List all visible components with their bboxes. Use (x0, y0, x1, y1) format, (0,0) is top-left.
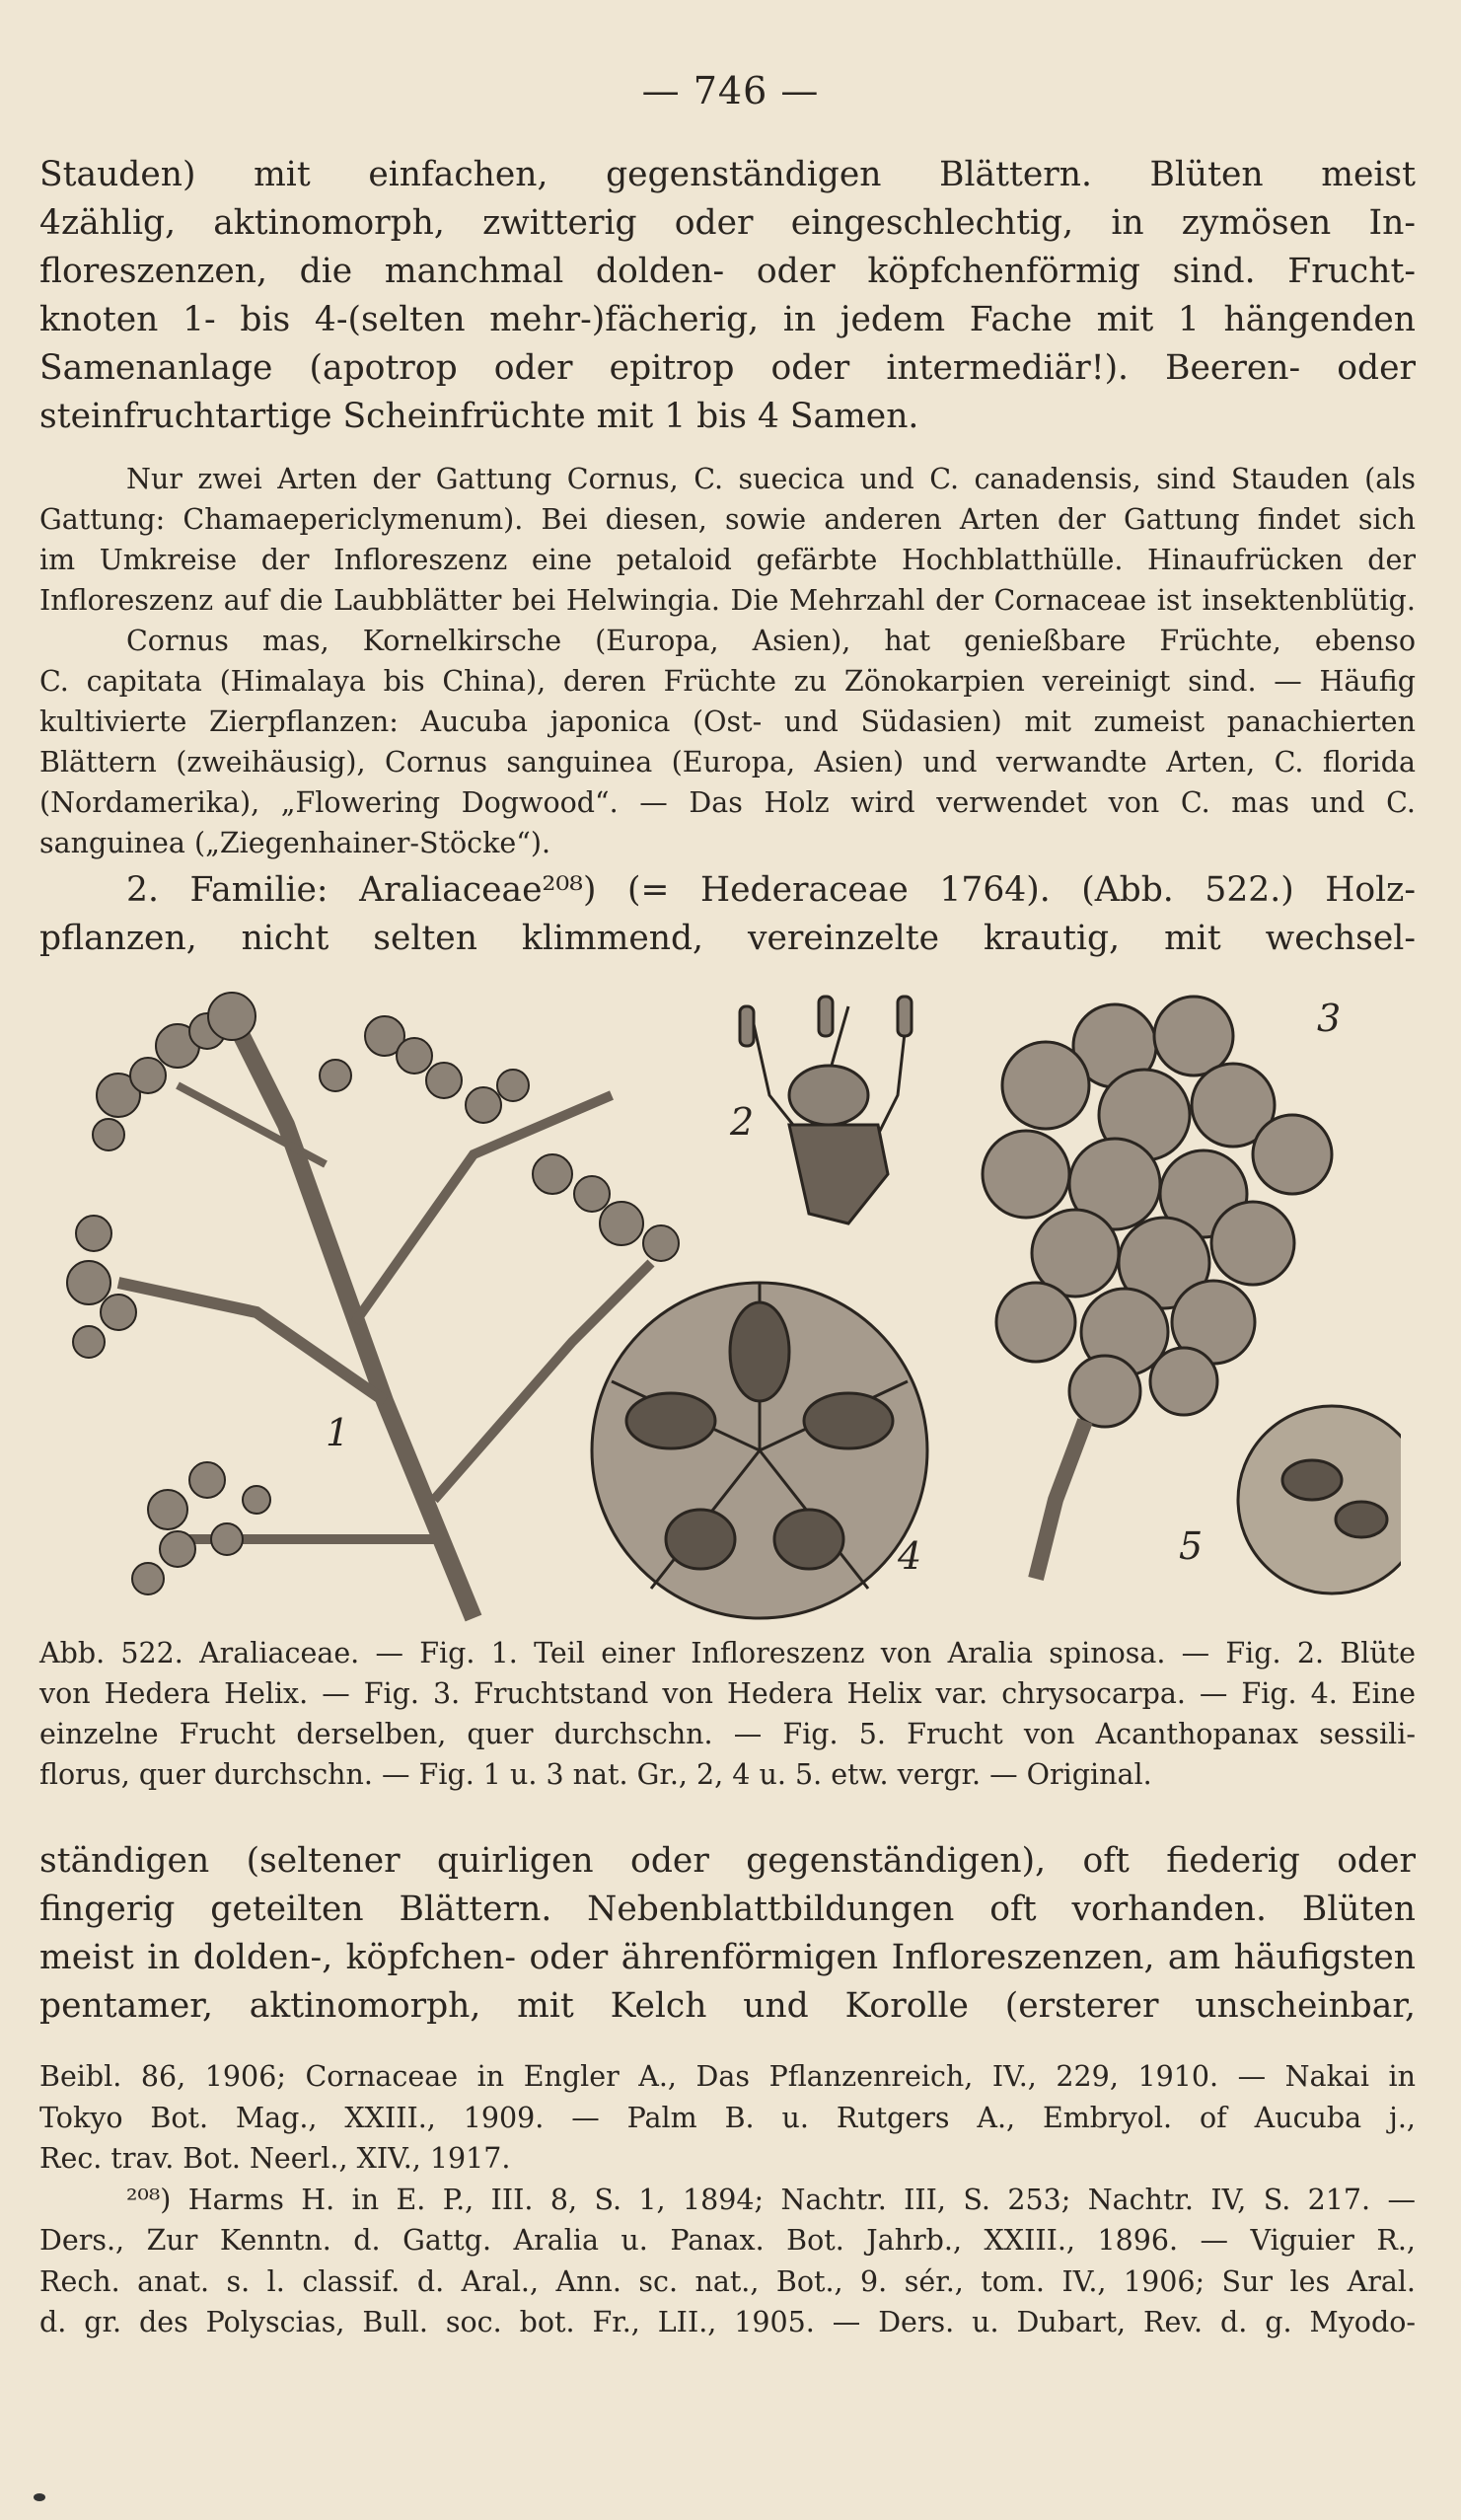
footnote-line: Tokyo Bot. Mag., XXIII., 1909. — Palm B. u. Rutgers A., Embryol. of Aucuba j., (39, 2101, 1416, 2134)
text-line: Gattung: Chamaepericlymenum). Bei diesen, sowie anderen Arten der Gattung findet sich (39, 503, 1416, 536)
text-line: Blättern (zweihäusig), Cornus sanguinea (Europa, Asien) und verwandte Arten, C. florida (39, 746, 1416, 778)
footnote-line: Rech. anat. s. l. classif. d. Aral., Ann. sc. nat., Bot., 9. sér., tom. IV., 1906; Sur les Aral. (39, 2264, 1416, 2298)
text-line: meist in dolden-, köpfchen- oder ährenförmigen Infloreszenzen, am häufigsten (39, 1938, 1416, 1977)
caption-line: florus, quer durchschn. — Fig. 1 u. 3 nat. Gr., 2, 4 u. 5. etw. vergr. — Original. (39, 1758, 1152, 1791)
text-line: (Nordamerika), „Flowering Dogwood“. — Das Holz wird verwendet von C. mas und C. (39, 786, 1416, 819)
body-text-bottom (39, 1837, 1416, 2031)
text-line: sanguinea („Ziegenhainer-Stöcke“). (39, 827, 551, 859)
text-line: Nur zwei Arten der Gattung Cornus, C. suecica und C. canadensis, sind Stauden (als (126, 463, 1416, 495)
caption-line: Abb. 522. Araliaceae. — Fig. 1. Teil einer Infloreszenz von Aralia spinosa. — Fig. 2. Blüte (39, 1637, 1416, 1669)
footnote-line: Rec. trav. Bot. Neerl., XIV., 1917. (39, 2142, 511, 2175)
family-heading: 2. Familie: Araliaceae²⁰⁸) (= Hederaceae 1764). (Abb. 522.) Holz- (126, 870, 1416, 910)
text-line: 4zählig, aktinomorph, zwitterig oder eingeschlechtig, in zymösen In- (39, 203, 1416, 243)
fig4-fruit-cross-section (592, 1283, 927, 1618)
text-line: C. capitata (Himalaya bis China), deren Früchte zu Zönokarpien vereinigt sind. — Häufig (39, 665, 1416, 698)
text-line: Samenanlage (apotrop oder epitrop oder intermediär!). Beeren- oder (39, 348, 1416, 388)
caption-line: von Hedera Helix. — Fig. 3. Fruchtstand von Hedera Helix var. chrysocarpa. — Fig. 4. Eine (39, 1677, 1416, 1710)
text-line: fingerig geteilten Blättern. Nebenblattbildungen oft vorhanden. Blüten (39, 1890, 1416, 1929)
footnote-line: Beibl. 86, 1906; Cornaceae in Engler A., Das Pflanzenreich, IV., 229, 1910. — Nakai in (39, 2060, 1416, 2093)
footnote-line: Ders., Zur Kenntn. d. Gattg. Aralia u. Panax. Bot. Jahrb., XXIII., 1896. — Viguier R., (39, 2224, 1416, 2257)
fig2-flower (740, 997, 912, 1223)
text-line: steinfruchtartige Scheinfrüchte mit 1 bis 4 Samen. (39, 397, 919, 436)
figure-label-3: 3 (1317, 997, 1342, 1040)
figure-label-2: 2 (730, 1100, 755, 1144)
page-number: — 746 — (641, 69, 820, 112)
caption-line: einzelne Frucht derselben, quer durchschn. — Fig. 5. Frucht von Acanthopanax sessili- (39, 1718, 1416, 1750)
text-line: Cornus mas, Kornelkirsche (Europa, Asien), hat genießbare Früchte, ebenso (126, 625, 1416, 657)
figure-label-4: 4 (898, 1534, 922, 1578)
text-line: pentamer, aktinomorph, mit Kelch und Korolle (ersterer unscheinbar, (39, 1986, 1416, 2026)
figure-illustration (59, 987, 1401, 1628)
family-heading-paragraph (39, 866, 1416, 963)
text-line: knoten 1- bis 4-(selten mehr-)fächerig, in jedem Fache mit 1 hängenden (39, 300, 1416, 339)
text-line: ständigen (seltener quirligen oder gegenständigen), oft fiederig oder (39, 1841, 1416, 1881)
figure-label-5: 5 (1179, 1524, 1204, 1568)
footnotes (39, 2056, 1416, 2343)
fig1-inflorescence (67, 993, 679, 1618)
footnote-line: ²⁰⁸) Harms H. in E. P., III. 8, S. 1, 1894; Nachtr. III, S. 253; Nachtr. IV, S. 217. — (126, 2183, 1416, 2216)
text-line: floreszenzen, die manchmal dolden- oder köpfchenförmig sind. Frucht- (39, 252, 1416, 291)
text-line: pflanzen, nicht selten klimmend, vereinzelte krautig, mit wechsel- (39, 919, 1416, 958)
ink-speck (34, 2493, 45, 2501)
fig5-fruit-cross-section (1238, 1406, 1401, 1594)
footnote-line: d. gr. des Polyscias, Bull. soc. bot. Fr., LII., 1905. — Ders. u. Dubart, Rev. d. g. Myodo- (39, 2306, 1416, 2338)
small-print-paragraph (39, 459, 1416, 863)
body-text-top (39, 151, 1416, 441)
text-line: kultivierte Zierpflanzen: Aucuba japonica (Ost- und Südasien) mit zumeist panachierten (39, 705, 1416, 738)
text-line: Infloreszenz auf die Laubblätter bei Helwingia. Die Mehrzahl der Cornaceae ist insektenblütig. (39, 584, 1416, 617)
araliaceae-illustration (59, 987, 1401, 1628)
text-line: Stauden) mit einfachen, gegenständigen Blättern. Blüten meist (39, 155, 1416, 194)
figure-label-1: 1 (326, 1411, 350, 1454)
text-line: im Umkreise der Infloreszenz eine petaloid gefärbte Hochblatthülle. Hinaufrücken der (39, 544, 1416, 576)
figure-caption (39, 1633, 1416, 1795)
